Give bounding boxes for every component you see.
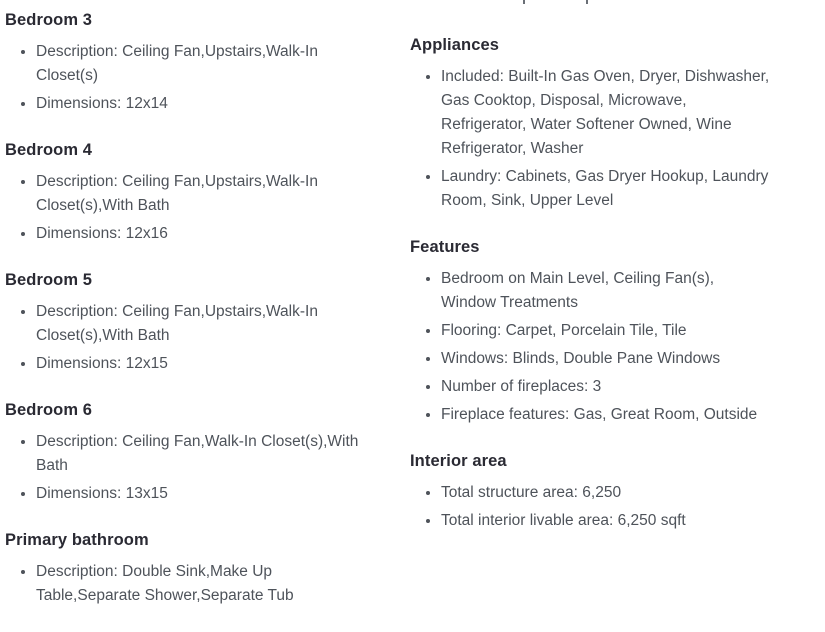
- fact-section-heading: Bedroom 6: [5, 401, 93, 419]
- fact-section: [410, 451, 772, 533]
- fact-list: [5, 170, 377, 246]
- fact-item: Description: Ceiling Fan,Walk-In Closet(s),With Bath: [36, 430, 377, 478]
- fact-item: Description: Ceiling Fan,Upstairs,Walk-In Closet(s): [36, 40, 377, 88]
- fact-section-heading: Appliances: [410, 36, 500, 54]
- fact-item: Description: Ceiling Fan,Upstairs,Walk-In Closet(s),With Bath: [36, 300, 377, 348]
- fact-section: [5, 270, 377, 376]
- fact-section-heading: Bedroom 4: [5, 141, 93, 159]
- fact-item: Dimensions: 12x16: [36, 222, 377, 246]
- fact-item: Flooring: Carpet, Porcelain Tile, Tile: [441, 319, 772, 343]
- fact-item: Dimensions: 12x15: [36, 352, 377, 376]
- facts-column-right: [410, 35, 772, 557]
- fact-item: Dimensions: 12x14: [36, 92, 377, 116]
- cutoff-text-descender: [586, 0, 588, 4]
- fact-item: Windows: Blinds, Double Pane Windows: [441, 347, 772, 371]
- fact-list: [410, 65, 772, 213]
- fact-item: Total interior livable area: 6,250 sqft: [441, 509, 772, 533]
- fact-section-heading: Interior area: [410, 452, 507, 470]
- fact-item: Total structure area: 6,250: [441, 481, 772, 505]
- facts-column-left: [5, 10, 377, 632]
- fact-item: Laundry: Cabinets, Gas Dryer Hookup, Laundry Room, Sink, Upper Level: [441, 165, 772, 213]
- fact-list: [5, 40, 377, 116]
- fact-section: [5, 530, 377, 608]
- fact-section-heading: Features: [410, 238, 480, 256]
- cutoff-text-descender: [523, 0, 525, 4]
- fact-list: [410, 267, 772, 427]
- fact-item: Bedroom on Main Level, Ceiling Fan(s), Window Treatments: [441, 267, 772, 315]
- fact-list: [5, 300, 377, 376]
- fact-list: [5, 430, 377, 506]
- fact-item: Description: Double Sink,Make Up Table,Separate Shower,Separate Tub: [36, 560, 377, 608]
- fact-section: [5, 140, 377, 246]
- fact-section-heading: Primary bathroom: [5, 531, 149, 549]
- fact-section: [410, 237, 772, 427]
- fact-section-heading: Bedroom 5: [5, 271, 93, 289]
- fact-section: [5, 400, 377, 506]
- fact-item: Fireplace features: Gas, Great Room, Outside: [441, 403, 772, 427]
- fact-section: [410, 35, 772, 213]
- fact-item: Description: Ceiling Fan,Upstairs,Walk-In Closet(s),With Bath: [36, 170, 377, 218]
- facts-and-features-panel: [5, 10, 820, 632]
- fact-item: Number of fireplaces: 3: [441, 375, 772, 399]
- fact-item: Dimensions: 13x15: [36, 482, 377, 506]
- fact-item: Included: Built-In Gas Oven, Dryer, Dishwasher, Gas Cooktop, Disposal, Microwave, Refrigerator, Water Softener Owned, Wine Refrigerator, Washer: [441, 65, 772, 161]
- fact-section: [5, 10, 377, 116]
- fact-list: [5, 560, 377, 608]
- fact-section-heading: Bedroom 3: [5, 11, 93, 29]
- fact-list: [410, 481, 772, 533]
